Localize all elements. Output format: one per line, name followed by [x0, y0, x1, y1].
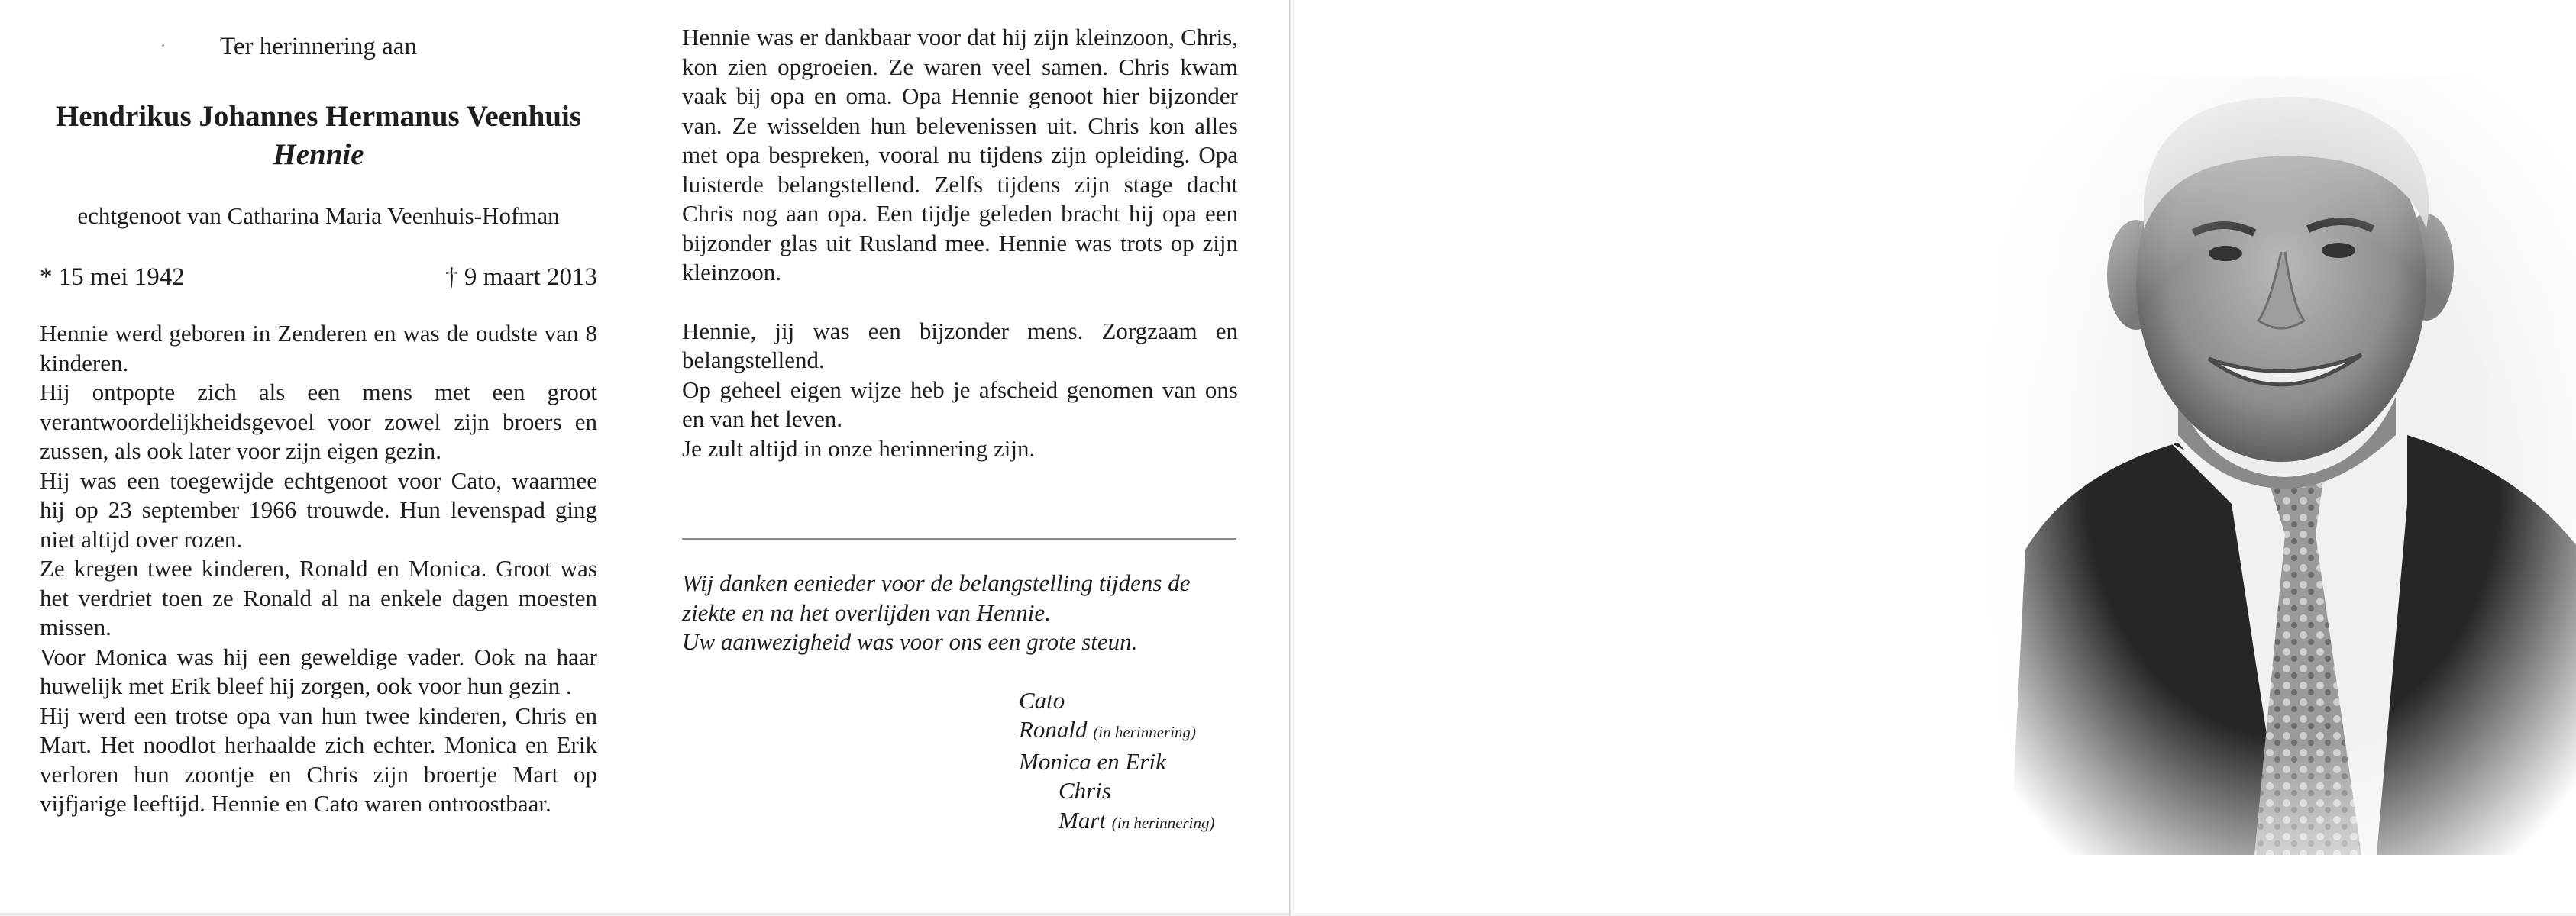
in-memory-note: (in herinnering)	[1111, 813, 1215, 832]
closing-line: Je zult altijd in onze herinnering zijn.	[682, 434, 1036, 462]
thanks-line: Wij danken eenieder voor de belangstelling tijdens de ziekte en na het overlijden van Hennie.	[682, 569, 1191, 626]
memorial-card-photo-side	[1294, 0, 2576, 913]
signer-mart	[1019, 806, 1238, 838]
portrait-photo	[1980, 76, 2576, 855]
deceased-nickname: Hennie	[273, 138, 364, 171]
closing-paragraph	[682, 317, 1238, 464]
signer-name: Mart	[1059, 806, 1106, 834]
closing-line: Hennie, jij was een bijzonder mens. Zorgzaam en belangstellend.	[682, 317, 1238, 373]
thanks-line: Uw aanwezigheid was voor ons een grote steun.	[682, 628, 1138, 655]
grandson-text	[682, 23, 1238, 463]
bio-paragraph: Hij ontpopte zich als een mens met een groot verantwoordelijkheidsgevoel voor zowel zijn broers en zussen, als ook later voor zijn eigen gezin.	[40, 379, 597, 464]
life-dates	[40, 258, 597, 296]
death-date: † 9 maart 2013	[445, 263, 597, 291]
bio-paragraph: Voor Monica was hij een geweldige vader. Ook na haar huwelijk met Erik bleef hij zorgen, ook voor hun gezin .	[40, 643, 597, 699]
section-divider	[682, 538, 1236, 540]
left-column	[40, 23, 597, 819]
intro-line: Ter herinnering aan	[220, 33, 417, 60]
spouse-line: echtgenoot van Catharina Maria Veenhuis-Hofman	[77, 202, 560, 229]
closing-line: Op geheel eigen wijze heb je afscheid genomen van ons en van het leven.	[682, 376, 1238, 432]
signer-monica-erik: Monica en Erik	[1019, 747, 1166, 775]
deceased-full-name: Hendrikus Johannes Hermanus Veenhuis	[55, 100, 582, 133]
right-column	[682, 23, 1238, 837]
biography-text	[40, 319, 597, 819]
signer-chris: Chris	[1059, 777, 1111, 804]
bio-paragraph: Hij werd een trotse opa van hun twee kinderen, Chris en Mart. Het noodlot herhaalde zich echter. Monica en Erik verloren hun zoontje en Chris zijn broertje Mart op vijfjarige leeftijd. Hennie en Cato waren ontroostbaar.	[40, 702, 597, 817]
thanks-text	[682, 569, 1238, 657]
bio-paragraph: Hennie werd geboren in Zenderen en was de oudste van 8 kinderen.	[40, 320, 597, 376]
signer-name: Ronald	[1019, 716, 1088, 743]
photo-vignette	[1980, 76, 2576, 855]
signers-list	[1019, 686, 1238, 838]
grandson-paragraph: Hennie was er dankbaar voor dat hij zijn kleinzoon, Chris, kon zien opgroeien. Ze waren veel samen. Chris kwam vaak bij opa en oma. Opa Hennie genoot hier bijzonder van. Ze wisselden hun belevenissen uit. Chris kon alles met opa bespreken, vooral nu tijdens zijn opleiding. Opa luisterde belangstellend. Zelfs tijdens zijn stage dacht Chris nog aan opa. Een tijdje geleden bracht hij opa een bijzonder glas uit Rusland mee. Hennie was trots op zijn kleinzoon.	[682, 24, 1238, 285]
bio-paragraph: Ze kregen twee kinderen, Ronald en Monica. Groot was het verdriet toen ze Ronald al na enkele dagen moesten missen.	[40, 555, 597, 640]
in-memory-note: (in herinnering)	[1093, 723, 1197, 741]
bio-paragraph: Hij was een toegewijde echtgenoot voor Cato, waarmee hij op 23 september 1966 trouwde. Hun levenspad ging niet altijd over rozen.	[40, 466, 597, 553]
memorial-card-text-side	[0, 0, 1291, 913]
signer-ronald	[1019, 715, 1238, 747]
birth-date: * 15 mei 1942	[40, 263, 185, 291]
signer-cato: Cato	[1019, 686, 1065, 714]
